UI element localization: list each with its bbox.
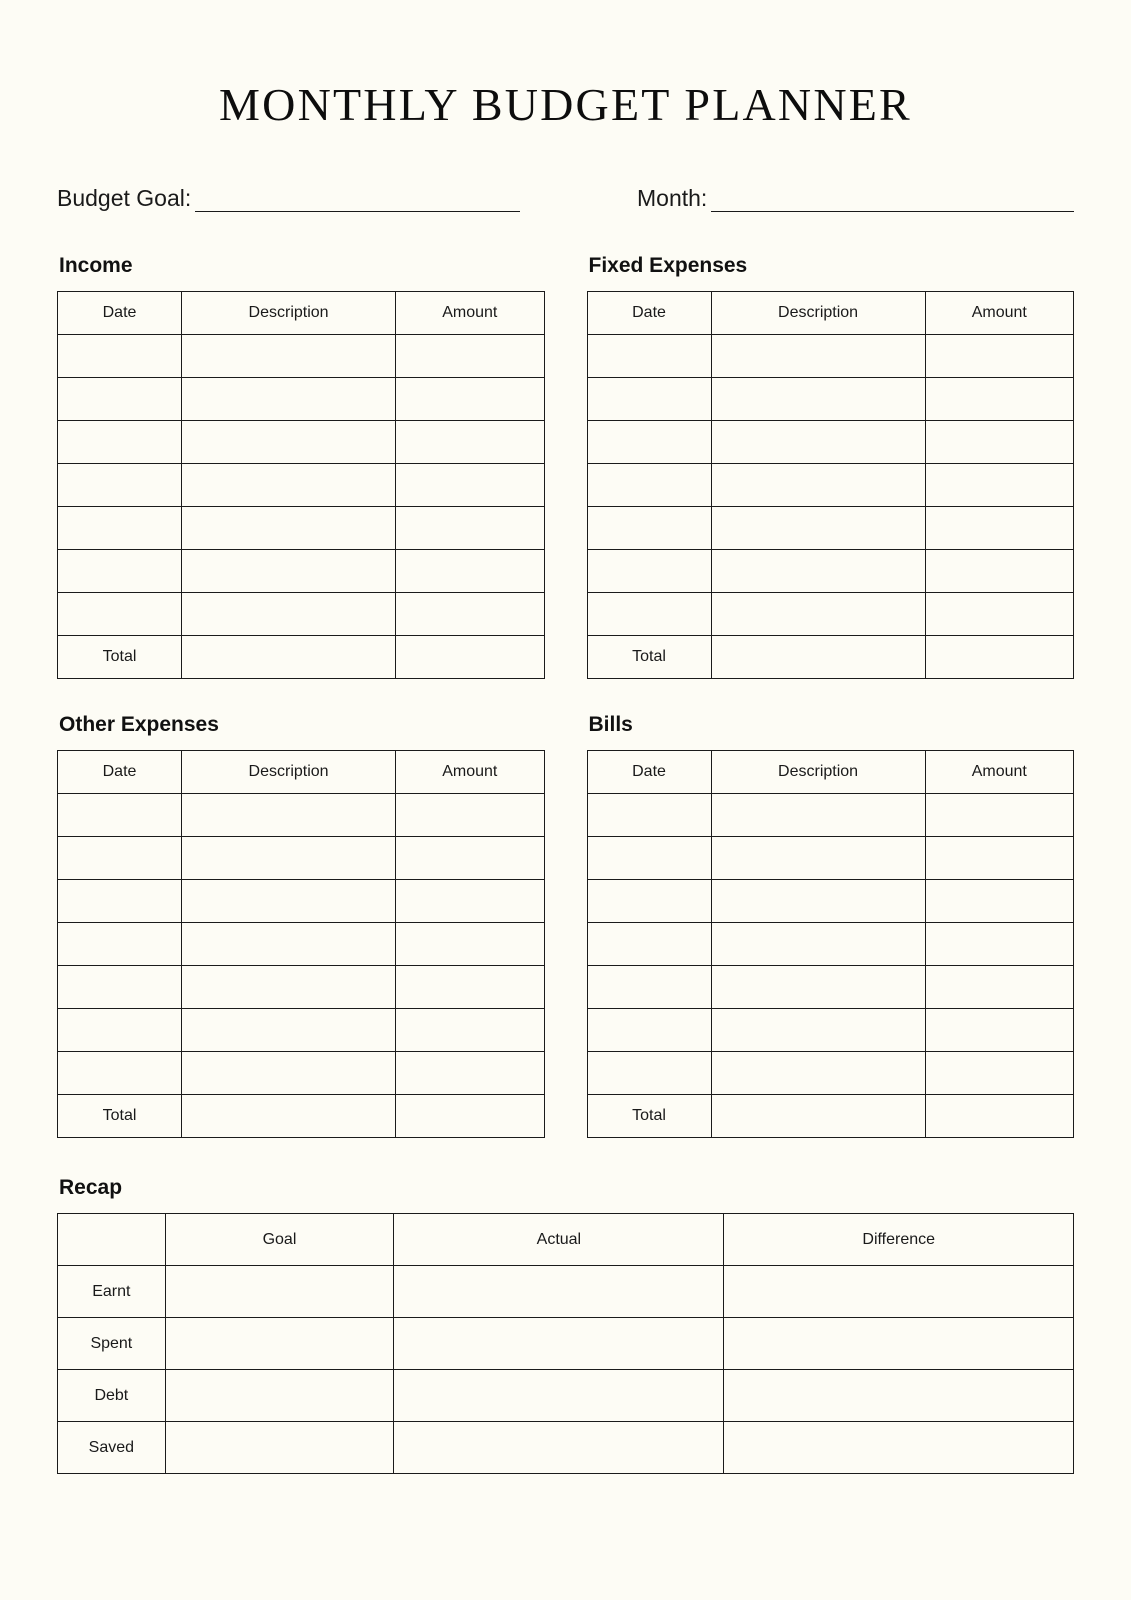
section-title-other-expenses: Other Expenses <box>59 713 219 736</box>
cell-amount[interactable] <box>396 923 544 966</box>
table-row[interactable] <box>587 1009 1074 1052</box>
section-title-recap: Recap <box>59 1176 123 1199</box>
cell-amount[interactable] <box>396 794 544 837</box>
column-header-actual: Actual <box>394 1214 724 1266</box>
cell-description[interactable] <box>711 421 925 464</box>
table-row[interactable] <box>587 507 1074 550</box>
table-row[interactable] <box>58 794 545 837</box>
cell-date[interactable] <box>587 794 711 837</box>
cell-description[interactable] <box>711 1009 925 1052</box>
table-row[interactable] <box>587 593 1074 636</box>
total-amount[interactable] <box>396 636 544 679</box>
cell-date[interactable] <box>58 550 182 593</box>
column-header-blank <box>58 1214 166 1266</box>
cell-date[interactable] <box>587 464 711 507</box>
cell-date[interactable] <box>58 1052 182 1095</box>
recap-section <box>57 1176 1074 1474</box>
cell-difference[interactable] <box>724 1318 1074 1370</box>
cell-date[interactable] <box>587 335 711 378</box>
cell-amount[interactable] <box>925 837 1073 880</box>
cell-actual[interactable] <box>394 1266 724 1318</box>
cell-date[interactable] <box>58 464 182 507</box>
table-row[interactable] <box>58 593 545 636</box>
table-total-row[interactable] <box>587 1095 1074 1138</box>
cell-amount[interactable] <box>925 880 1073 923</box>
table-row[interactable] <box>58 1370 1074 1422</box>
row-label-earnt: Earnt <box>58 1266 166 1318</box>
cell-description[interactable] <box>711 794 925 837</box>
page-title: MONTHLY BUDGET PLANNER <box>219 79 912 130</box>
cell-description[interactable] <box>182 378 396 421</box>
cell-date[interactable] <box>58 923 182 966</box>
table-total-row[interactable] <box>58 1095 545 1138</box>
cell-description[interactable] <box>711 837 925 880</box>
table-header-row <box>58 751 545 794</box>
cell-description[interactable] <box>711 923 925 966</box>
table-row[interactable] <box>587 378 1074 421</box>
cell-description[interactable] <box>711 507 925 550</box>
cell-description[interactable] <box>711 464 925 507</box>
cell-amount[interactable] <box>925 464 1073 507</box>
cell-amount[interactable] <box>925 966 1073 1009</box>
cell-date[interactable] <box>587 880 711 923</box>
other-expenses-table[interactable] <box>57 750 545 1138</box>
column-header-description: Description <box>182 751 396 794</box>
cell-date[interactable] <box>587 966 711 1009</box>
cell-date[interactable] <box>587 378 711 421</box>
total-description[interactable] <box>182 1095 396 1138</box>
table-row[interactable] <box>58 335 545 378</box>
column-header-difference: Difference <box>724 1214 1074 1266</box>
cell-amount[interactable] <box>396 421 544 464</box>
table-header-row <box>58 1214 1074 1266</box>
column-header-amount: Amount <box>925 751 1073 794</box>
cell-date[interactable] <box>587 507 711 550</box>
table-row[interactable] <box>58 550 545 593</box>
month-label: Month: <box>637 185 708 211</box>
cell-description[interactable] <box>711 966 925 1009</box>
table-row[interactable] <box>58 1052 545 1095</box>
cell-description[interactable] <box>182 837 396 880</box>
table-row[interactable] <box>587 837 1074 880</box>
cell-date[interactable] <box>587 1009 711 1052</box>
left-column <box>57 254 545 1138</box>
table-row[interactable] <box>58 1318 1074 1370</box>
budget-goal-field[interactable] <box>57 187 637 212</box>
cell-amount[interactable] <box>925 794 1073 837</box>
table-row[interactable] <box>587 794 1074 837</box>
cell-date[interactable] <box>587 550 711 593</box>
cell-date[interactable] <box>58 335 182 378</box>
total-label: Total <box>587 1095 711 1138</box>
cell-amount[interactable] <box>925 550 1073 593</box>
cell-description[interactable] <box>182 880 396 923</box>
total-amount[interactable] <box>925 636 1073 679</box>
row-label-debt: Debt <box>58 1370 166 1422</box>
table-row[interactable] <box>587 880 1074 923</box>
total-amount[interactable] <box>396 1095 544 1138</box>
cell-date[interactable] <box>58 880 182 923</box>
cell-amount[interactable] <box>396 464 544 507</box>
cell-description[interactable] <box>182 335 396 378</box>
column-header-description: Description <box>711 292 925 335</box>
cell-description[interactable] <box>182 794 396 837</box>
row-label-saved: Saved <box>58 1422 166 1474</box>
right-column <box>587 254 1075 1138</box>
total-description[interactable] <box>182 636 396 679</box>
budget-goal-label: Budget Goal: <box>57 185 192 211</box>
cell-description[interactable] <box>182 1009 396 1052</box>
cell-date[interactable] <box>58 378 182 421</box>
cell-description[interactable] <box>182 550 396 593</box>
column-header-goal: Goal <box>165 1214 394 1266</box>
total-description[interactable] <box>711 1095 925 1138</box>
cell-date[interactable] <box>58 507 182 550</box>
cell-difference[interactable] <box>724 1266 1074 1318</box>
tables-grid <box>57 254 1074 1138</box>
cell-goal[interactable] <box>165 1370 394 1422</box>
table-row[interactable] <box>58 507 545 550</box>
row-label-spent: Spent <box>58 1318 166 1370</box>
total-label: Total <box>58 1095 182 1138</box>
cell-amount[interactable] <box>396 966 544 1009</box>
month-input[interactable] <box>711 189 1074 212</box>
table-total-row[interactable] <box>587 636 1074 679</box>
column-header-date: Date <box>587 292 711 335</box>
column-header-amount: Amount <box>396 751 544 794</box>
cell-description[interactable] <box>711 880 925 923</box>
total-label: Total <box>58 636 182 679</box>
cell-description[interactable] <box>182 507 396 550</box>
cell-date[interactable] <box>587 923 711 966</box>
section-title-income: Income <box>59 254 133 277</box>
cell-description[interactable] <box>182 593 396 636</box>
cell-difference[interactable] <box>724 1422 1074 1474</box>
cell-amount[interactable] <box>396 1009 544 1052</box>
income-table[interactable] <box>57 291 545 679</box>
cell-amount[interactable] <box>396 507 544 550</box>
table-row[interactable] <box>58 1009 545 1052</box>
table-row[interactable] <box>587 335 1074 378</box>
cell-actual[interactable] <box>394 1318 724 1370</box>
cell-goal[interactable] <box>165 1266 394 1318</box>
cell-description[interactable] <box>182 421 396 464</box>
cell-difference[interactable] <box>724 1370 1074 1422</box>
total-label: Total <box>587 636 711 679</box>
cell-amount[interactable] <box>925 1009 1073 1052</box>
cell-description[interactable] <box>711 378 925 421</box>
bills-table[interactable] <box>587 750 1075 1138</box>
cell-actual[interactable] <box>394 1370 724 1422</box>
column-header-description: Description <box>711 751 925 794</box>
cell-actual[interactable] <box>394 1422 724 1474</box>
recap-table[interactable] <box>57 1213 1074 1474</box>
cell-description[interactable] <box>182 1052 396 1095</box>
table-row[interactable] <box>58 837 545 880</box>
column-header-date: Date <box>587 751 711 794</box>
table-header-row <box>587 751 1074 794</box>
cell-date[interactable] <box>58 794 182 837</box>
month-field[interactable] <box>637 187 1074 212</box>
cell-amount[interactable] <box>925 1052 1073 1095</box>
table-row[interactable] <box>587 550 1074 593</box>
cell-description[interactable] <box>711 335 925 378</box>
cell-description[interactable] <box>711 593 925 636</box>
table-row[interactable] <box>587 966 1074 1009</box>
cell-amount[interactable] <box>925 593 1073 636</box>
cell-description[interactable] <box>711 550 925 593</box>
cell-date[interactable] <box>58 966 182 1009</box>
table-row[interactable] <box>58 966 545 1009</box>
cell-amount[interactable] <box>925 923 1073 966</box>
column-header-date: Date <box>58 292 182 335</box>
total-description[interactable] <box>711 636 925 679</box>
table-row[interactable] <box>587 1052 1074 1095</box>
table-header-row <box>58 292 545 335</box>
cell-amount[interactable] <box>396 837 544 880</box>
budget-goal-input[interactable] <box>195 189 520 212</box>
section-title-fixed-expenses: Fixed Expenses <box>588 254 748 277</box>
table-row[interactable] <box>587 421 1074 464</box>
cell-amount[interactable] <box>396 593 544 636</box>
cell-date[interactable] <box>58 837 182 880</box>
table-row[interactable] <box>587 923 1074 966</box>
meta-fields-row <box>57 187 1074 212</box>
table-row[interactable] <box>58 378 545 421</box>
table-row[interactable] <box>58 880 545 923</box>
column-header-amount: Amount <box>396 292 544 335</box>
column-header-amount: Amount <box>925 292 1073 335</box>
table-row[interactable] <box>58 464 545 507</box>
cell-amount[interactable] <box>925 507 1073 550</box>
cell-date[interactable] <box>587 421 711 464</box>
table-row[interactable] <box>58 923 545 966</box>
total-amount[interactable] <box>925 1095 1073 1138</box>
cell-description[interactable] <box>182 923 396 966</box>
cell-date[interactable] <box>58 593 182 636</box>
cell-description[interactable] <box>711 1052 925 1095</box>
cell-amount[interactable] <box>925 335 1073 378</box>
cell-amount[interactable] <box>396 378 544 421</box>
table-total-row[interactable] <box>58 636 545 679</box>
cell-amount[interactable] <box>396 335 544 378</box>
cell-description[interactable] <box>182 464 396 507</box>
cell-amount[interactable] <box>396 880 544 923</box>
cell-date[interactable] <box>587 593 711 636</box>
cell-amount[interactable] <box>396 1052 544 1095</box>
cell-amount[interactable] <box>396 550 544 593</box>
table-row[interactable] <box>58 1266 1074 1318</box>
fixed-expenses-table[interactable] <box>587 291 1075 679</box>
table-header-row <box>587 292 1074 335</box>
column-header-date: Date <box>58 751 182 794</box>
cell-description[interactable] <box>182 966 396 1009</box>
cell-date[interactable] <box>58 1009 182 1052</box>
cell-amount[interactable] <box>925 421 1073 464</box>
section-title-bills: Bills <box>588 713 633 736</box>
table-row[interactable] <box>587 464 1074 507</box>
table-row[interactable] <box>58 1422 1074 1474</box>
table-row[interactable] <box>58 421 545 464</box>
cell-goal[interactable] <box>165 1422 394 1474</box>
cell-date[interactable] <box>587 1052 711 1095</box>
cell-goal[interactable] <box>165 1318 394 1370</box>
cell-amount[interactable] <box>925 378 1073 421</box>
cell-date[interactable] <box>587 837 711 880</box>
column-header-description: Description <box>182 292 396 335</box>
cell-date[interactable] <box>58 421 182 464</box>
